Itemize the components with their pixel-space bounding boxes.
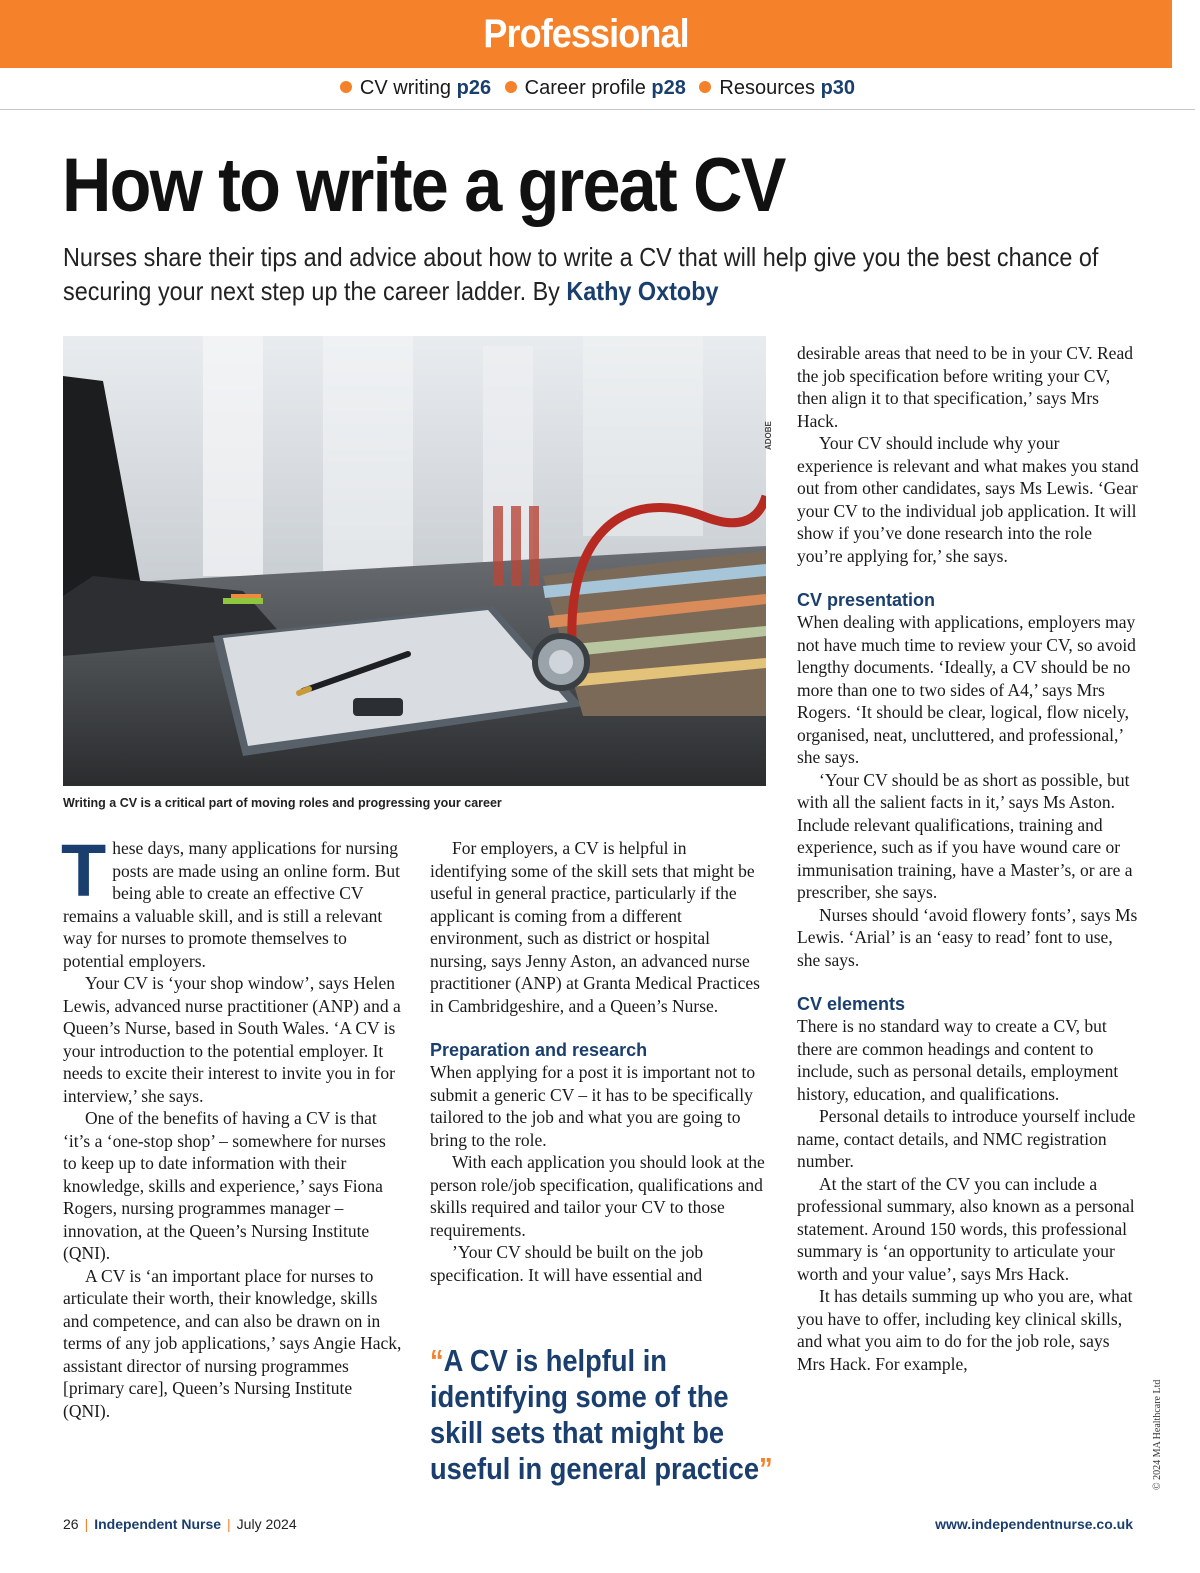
body-paragraph: A CV is ‘an important place for nurses to articulate their worth, their knowledge, skills and competence, and can also be drawn on in terms of any job applications,’ says Angie Hack, assistant director of nursing programmes [primary care], Queen’s Nursing Institute (QNI). <box>63 1265 402 1421</box>
nav-item-resources[interactable]: Resources p30 <box>699 77 855 99</box>
footer-folio <box>63 1516 297 1532</box>
nav-item-cv-writing[interactable]: CV writing p26 <box>340 77 497 99</box>
page-footer <box>63 1516 1133 1536</box>
section-title: Professional <box>483 11 689 56</box>
issue-date: July 2024 <box>236 1516 297 1532</box>
body-paragraph: It has details summing up who you are, what you have to offer, including key clinical skills, and what you aim to do for the job role, says Mrs Hack. For example, <box>797 1286 1133 1374</box>
body-paragraph: One of the benefits of having a CV is that ‘it’s a ‘one-stop shop’ – somewhere for nurses to keep up to date information with their knowledge, skills and experience,’ says Fiona Rogers, nursing programmes manager – innovation, at the Queen’s Nursing Institute (QNI). <box>63 1108 386 1263</box>
article-standfirst: Nurses share their tips and advice about how to write a CV that will help give you the best chance of securing your next step up the career ladder. By Kathy Oxtoby <box>63 242 1099 306</box>
drop-cap: T <box>61 829 107 912</box>
body-paragraph: Nurses should ‘avoid flowery fonts’, says Ms Lewis. ‘Arial’ is an ‘easy to read’ font to use, she says. <box>797 904 1138 970</box>
body-paragraph: With each application you should look at the person role/job specification, qualifications and skills required and tailor your CV to those requirements. <box>430 1152 765 1240</box>
close-quote-icon: ” <box>758 1451 773 1486</box>
article-title: How to write a great CV <box>62 143 785 228</box>
author-byline: Kathy Oxtoby <box>566 276 719 306</box>
article-photo <box>63 336 766 786</box>
body-paragraph: desirable areas that need to be in your CV. Read the job specification before writing your CV, then align it to that specification,’ says Mrs Hack. <box>797 343 1133 431</box>
subhead-preparation: Preparation and research <box>430 1040 648 1060</box>
open-quote-icon: “ <box>430 1343 444 1378</box>
separator: | <box>227 1516 231 1532</box>
body-paragraph: For employers, a CV is helpful in identifying some of the skill sets that might be useful in general practice, particularly if the applicant is coming from a different environment, such as district or hospital nursing, says Jenny Aston, an advanced nurse practitioner (ANP) at Granta Medical Practices in Cambridgeshire, and a Queen’s Nurse. <box>430 838 760 1016</box>
body-paragraph: Personal details to introduce yourself include name, contact details, and NMC registration number. <box>797 1106 1136 1171</box>
body-paragraph: ’Your CV should be built on the job specification. It will have essential and <box>430 1242 704 1285</box>
body-paragraph: When dealing with applications, employers may not have much time to review your CV, so avoid lengthy documents. ‘Ideally, a CV should be no more than one to two sides of A4,’ says Mrs Rogers. ‘It should be clear, logical, flow nicely, organised, neat, uncluttered, and professional,’ she says. <box>797 612 1136 767</box>
body-paragraph: There is no standard way to create a CV, but there are common headings and content to include, such as personal details, employment history, education, and qualifications. <box>797 1016 1119 1104</box>
section-banner <box>0 0 1172 68</box>
article-column-2 <box>430 837 765 1286</box>
body-paragraph: Your CV is ‘your shop window’, says Helen Lewis, advanced nurse practitioner (ANP) and a Queen’s Nurse, based in South Wales. ‘A CV is your introduction to the potential employer. It needs to excite their interest to invite you in for interview,’ she says. <box>63 973 401 1106</box>
bullet-dot-icon <box>340 81 352 93</box>
brand-name-part-1: Independent <box>94 1516 178 1532</box>
bullet-dot-icon <box>699 81 711 93</box>
article-column-3 <box>797 342 1139 1375</box>
nav-divider <box>0 109 1195 110</box>
photo-credit: ADOBE <box>764 421 773 450</box>
copyright-notice: © 2024 MA Healthcare Ltd <box>1152 1379 1163 1490</box>
photo-caption: Writing a CV is a critical part of moving roles and progressing your career <box>63 796 502 810</box>
pull-quote: “A CV is helpful in identifying some of the skill sets that might be useful in general practice” <box>430 1343 773 1486</box>
bullet-dot-icon <box>505 81 517 93</box>
subhead-elements: CV elements <box>797 994 906 1014</box>
subhead-presentation: CV presentation <box>797 590 936 610</box>
nav-item-career-profile[interactable]: Career profile p28 <box>505 77 692 99</box>
page-number: 26 <box>63 1516 79 1532</box>
body-paragraph: When applying for a post it is important not to submit a generic CV – it has to be specifically tailored to the job and what you are going to bring to the role. <box>430 1062 756 1150</box>
article-column-1 <box>61 829 403 1422</box>
brand-name-part-2: Nurse <box>181 1516 222 1532</box>
section-nav <box>0 77 1195 100</box>
body-paragraph: ‘Your CV should be as short as possible, but with all the salient facts in it,’ says Ms Aston. Include relevant qualifications, training and experience, such as if you have wound care or immunisation training, have a Master’s, or are a prescriber, she says. <box>797 769 1133 902</box>
body-paragraph: These days, many applications for nursing posts are made using an online form. But being able to create an effective CV remains a valuable skill, and is still a relevant way for nurses to promote themselves to potential employers. <box>61 829 400 971</box>
body-paragraph: Your CV should include why your experience is relevant and what makes you stand out from other candidates, says Ms Lewis. ‘Gear your CV to the individual job application. It will show if you’ve done research into the role you’re applying for,’ she says. <box>797 433 1139 566</box>
body-paragraph: At the start of the CV you can include a professional summary, also known as a personal statement. Around 150 words, this professional summary is ‘an opportunity to articulate your worth and your value’, says Mrs Hack. <box>797 1173 1135 1284</box>
website-link[interactable]: www.independentnurse.co.uk <box>935 1516 1133 1532</box>
separator: | <box>84 1516 89 1532</box>
desk-stethoscope-illustration <box>63 336 766 786</box>
